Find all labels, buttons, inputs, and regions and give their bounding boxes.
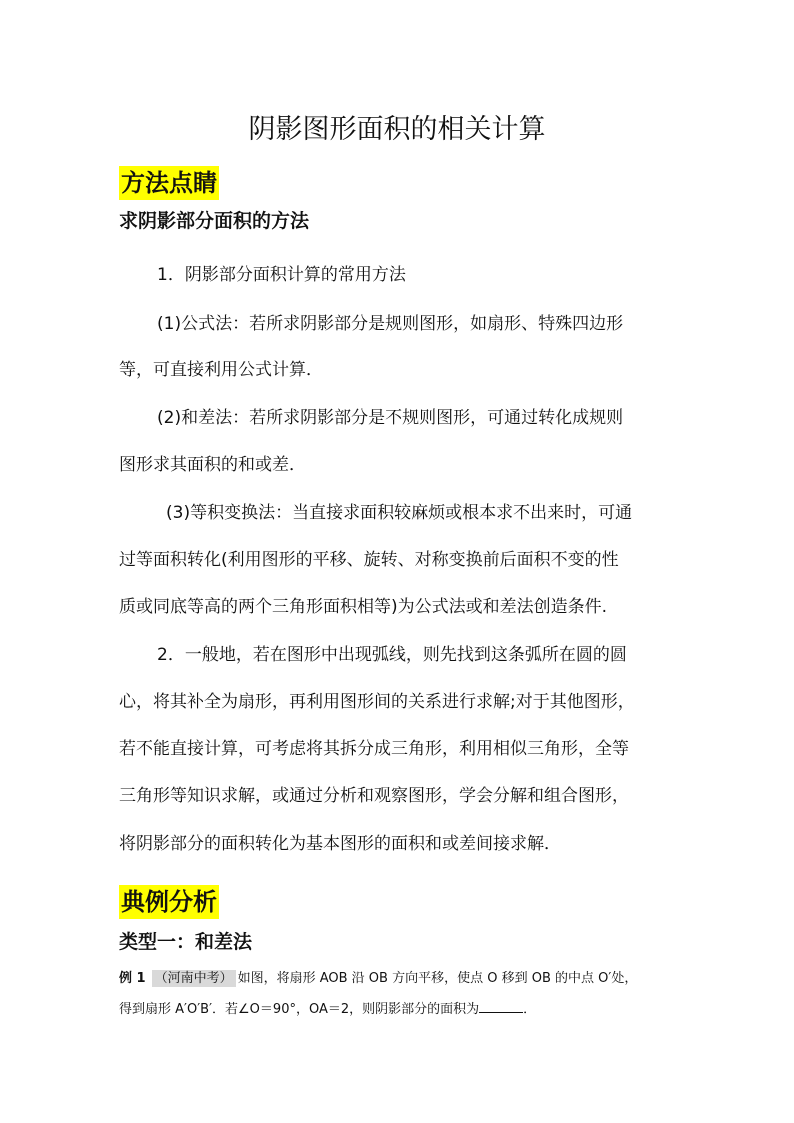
item2-line2: 心，将其补全为扇形，再利用图形间的关系进行求解;对于其他图形， <box>119 692 635 712</box>
item1-heading: 1．阴影部分面积计算的常用方法 <box>157 265 406 285</box>
example-1-line1 <box>119 968 689 990</box>
section-heading-examples: 典例分析 <box>119 885 219 919</box>
section-subheading-type1: 类型一：和差法 <box>119 931 253 953</box>
item2-line3: 若不能直接计算，可考虑将其拆分成三角形，利用相似三角形，全等 <box>119 739 629 759</box>
section-subheading-method: 求阴影部分面积的方法 <box>119 210 310 232</box>
paragraph-equal-area-line1: (3)等积变换法：当直接求面积较麻烦或根本求不出来时，可通 <box>166 503 633 523</box>
paragraph-equal-area-line2: 过等面积转化(利用图形的平移、旋转、对称变换前后面积不变的性 <box>119 550 619 570</box>
paragraph-sum-diff-line1: (2)和差法：若所求阴影部分是不规则图形，可通过转化成规则 <box>157 408 624 428</box>
item2-line1: 2．一般地，若在图形中出现弧线，则先找到这条弧所在圆的圆 <box>157 645 627 665</box>
section-heading-method: 方法点睛 <box>119 166 219 200</box>
paragraph-formula-line1: (1)公式法：若所求阴影部分是规则图形，如扇形、特殊四边形 <box>157 314 624 334</box>
example-1-line2 <box>119 999 689 1021</box>
page-title: 阴影图形面积的相关计算 <box>248 114 546 145</box>
example-text-line2-end: ． <box>523 1002 537 1017</box>
paragraph-sum-diff-line2: 图形求其面积的和或差． <box>119 455 306 475</box>
item2-line4: 三角形等知识求解，或通过分析和观察图形，学会分解和组合图形， <box>119 786 629 806</box>
item2-line5: 将阴影部分的面积转化为基本图形的面积和或差间接求解． <box>119 834 561 854</box>
paragraph-formula-line2: 等，可直接利用公式计算． <box>119 360 323 380</box>
example-text-line1: 如图，将扇形 AOB 沿 OB 方向平移，使点 O 移到 OB 的中点 O′处， <box>237 971 638 986</box>
example-label: 例 1 <box>119 971 146 986</box>
example-source-tag: （河南中考） <box>152 970 236 987</box>
example-text-line2: 得到扇形 A′O′B′．若∠O＝90°，OA＝2，则阴影部分的面积为 <box>119 1002 480 1017</box>
answer-blank <box>479 1000 523 1013</box>
paragraph-equal-area-line3: 质或同底等高的两个三角形面积相等)为公式法或和差法创造条件. <box>119 597 608 617</box>
